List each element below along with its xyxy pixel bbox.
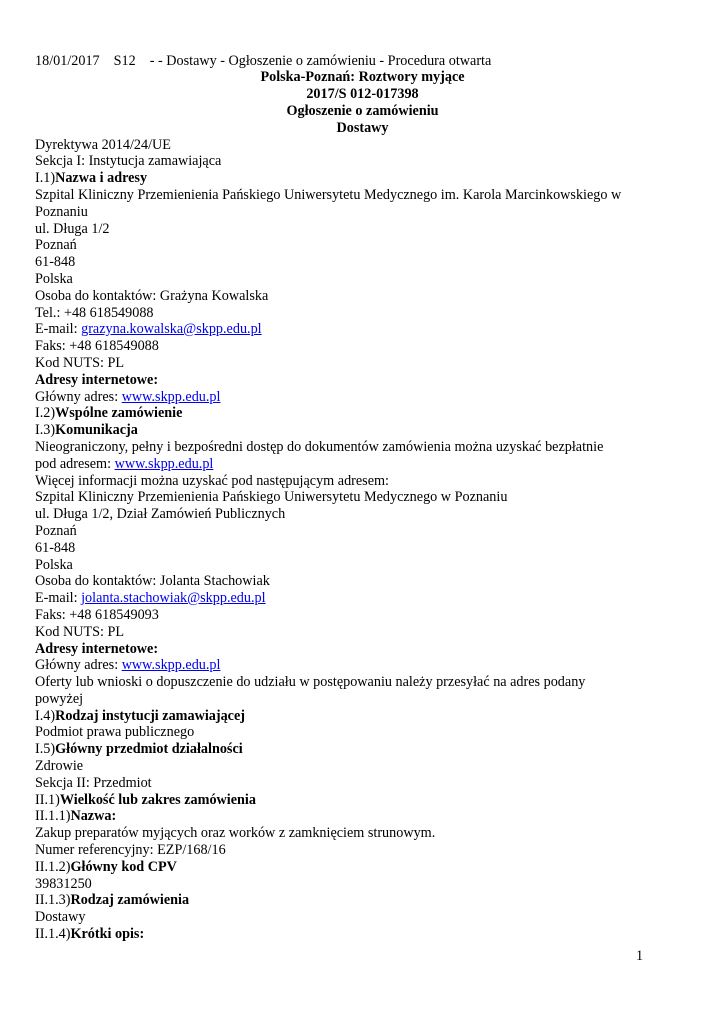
offers-line1: Oferty lub wnioski o dopuszczenie do udziału w postępowaniu należy przesyłać na adres podany	[35, 674, 586, 690]
section-title: Wielkość lub zakres zamówienia	[59, 792, 256, 808]
ii11-value: Zakup preparatów myjących oraz worków z zamknięciem strunowym.	[35, 825, 436, 841]
section-i2-heading	[35, 405, 182, 422]
heading-notice-type: Ogłoszenie o zamówieniu	[286, 103, 439, 119]
section-title: Komunikacja	[55, 422, 138, 438]
header-series: S12	[113, 53, 136, 69]
ii13-value: Dostawy	[35, 909, 86, 925]
city2: Poznań	[35, 523, 77, 539]
email-label: E-mail:	[35, 321, 82, 337]
section-title: Nazwa i adresy	[55, 170, 148, 186]
web1-heading: Adresy internetowe:	[35, 372, 159, 388]
section-ii11-heading	[35, 808, 116, 825]
heading-location-title: Polska-Poznań: Roztwory myjące	[260, 69, 465, 85]
offers-line2: powyżej	[35, 691, 84, 707]
email2-line	[35, 590, 266, 607]
i4-value: Podmiot prawa publicznego	[35, 724, 195, 740]
country2: Polska	[35, 557, 73, 573]
heading-notice-number: 2017/S 012-017398	[306, 86, 419, 102]
more-info: Więcej informacji można uzyskać pod następującym adresem:	[35, 473, 389, 489]
i5-value: Zdrowie	[35, 758, 84, 774]
ii12-value: 39831250	[35, 876, 92, 892]
section-ii13-heading	[35, 892, 189, 909]
header-title: - - Dostawy - Ogłoszenie o zamówieniu - Procedura otwarta	[149, 53, 492, 69]
section-number: II.1.4)	[35, 926, 71, 942]
section-number: I.5)	[35, 741, 56, 757]
org2: Szpital Kliniczny Przemienienia Pańskiego Uniwersytetu Medycznego w Poznaniu	[35, 489, 508, 505]
section-number: II.1)	[35, 792, 60, 808]
fax1: Faks: +48 618549088	[35, 338, 159, 354]
email2-link[interactable]: jolanta.stachowiak@skpp.edu.pl	[81, 590, 266, 606]
org1-line1: Szpital Kliniczny Przemienienia Pańskiego Uniwersytetu Medycznego im. Karola Marcinkowskiego w	[35, 187, 622, 203]
heading-contract-type: Dostawy	[336, 120, 389, 136]
section-title: Główny przedmiot działalności	[55, 741, 243, 757]
street1: ul. Długa 1/2	[35, 221, 110, 237]
fax2: Faks: +48 618549093	[35, 607, 159, 623]
city1: Poznań	[35, 237, 77, 253]
access-line1: Nieograniczony, pełny i bezpośredni dostęp do dokumentów zamówienia można uzyskać bezpłatnie	[35, 439, 604, 455]
access-label: pod adresem:	[35, 456, 115, 472]
section-title: Rodzaj instytucji zamawiającej	[55, 708, 246, 724]
page-number: 1	[636, 948, 644, 964]
web1-line	[35, 389, 220, 406]
section-1-title: Sekcja I: Instytucja zamawiająca	[35, 153, 222, 169]
section-ii14-heading	[35, 926, 144, 943]
section-i4-heading	[35, 708, 245, 725]
section-number: II.1.3)	[35, 892, 71, 908]
section-number: I.3)	[35, 422, 56, 438]
access-line2	[35, 456, 213, 473]
section-ii1-heading	[35, 792, 256, 809]
nuts2: Kod NUTS: PL	[35, 624, 125, 640]
country1: Polska	[35, 271, 73, 287]
document-header	[35, 53, 491, 70]
section-2-title: Sekcja II: Przedmiot	[35, 775, 152, 791]
web-label: Główny adres:	[35, 657, 122, 673]
header-date: 18/01/2017	[35, 53, 100, 69]
contact2: Osoba do kontaktów: Jolanta Stachowiak	[35, 573, 270, 589]
section-i3-heading	[35, 422, 138, 439]
section-i1-heading	[35, 170, 147, 187]
email1-line	[35, 321, 262, 338]
section-ii12-heading	[35, 859, 177, 876]
section-title: Nazwa:	[70, 808, 117, 824]
directive: Dyrektywa 2014/24/UE	[35, 137, 171, 153]
section-number: I.4)	[35, 708, 56, 724]
web2-link[interactable]: www.skpp.edu.pl	[121, 657, 221, 673]
ref-number: Numer referencyjny: EZP/168/16	[35, 842, 226, 858]
access-link[interactable]: www.skpp.edu.pl	[114, 456, 214, 472]
nuts1: Kod NUTS: PL	[35, 355, 125, 371]
web2-heading: Adresy internetowe:	[35, 641, 159, 657]
web-label: Główny adres:	[35, 389, 122, 405]
street2: ul. Długa 1/2, Dział Zamówień Publicznych	[35, 506, 286, 522]
section-title: Rodzaj zamówienia	[70, 892, 190, 908]
web2-line	[35, 657, 220, 674]
section-number: I.2)	[35, 405, 56, 421]
section-number: I.1)	[35, 170, 56, 186]
section-number: II.1.1)	[35, 808, 71, 824]
tel1: Tel.: +48 618549088	[35, 305, 154, 321]
section-i5-heading	[35, 741, 243, 758]
section-title: Krótki opis:	[70, 926, 145, 942]
email-label: E-mail:	[35, 590, 82, 606]
section-number: II.1.2)	[35, 859, 71, 875]
section-title: Wspólne zamówienie	[55, 405, 183, 421]
section-title: Główny kod CPV	[70, 859, 177, 875]
zip1: 61-848	[35, 254, 76, 270]
email1-link[interactable]: grazyna.kowalska@skpp.edu.pl	[81, 321, 262, 337]
contact1: Osoba do kontaktów: Grażyna Kowalska	[35, 288, 269, 304]
web1-link[interactable]: www.skpp.edu.pl	[121, 389, 221, 405]
zip2: 61-848	[35, 540, 76, 556]
org1-line2: Poznaniu	[35, 204, 88, 220]
